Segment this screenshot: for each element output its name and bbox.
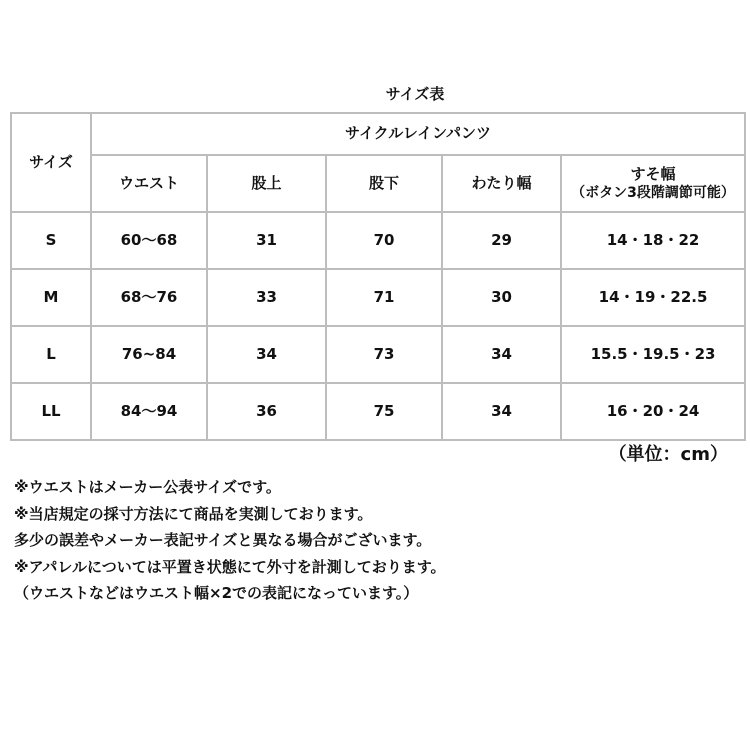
- hem-width-note: （ボタン3段階調節可能）: [571, 185, 735, 202]
- inseam-cell: 73: [326, 326, 442, 383]
- size-cell: L: [11, 326, 91, 383]
- page-title: サイズ表: [385, 85, 445, 103]
- unit-label: （単位：cm）: [608, 444, 728, 465]
- hem-width-cell: 14・18・22: [561, 212, 745, 269]
- waist-cell: 68～76: [91, 269, 207, 326]
- size-table: [10, 112, 746, 441]
- note-line: ※当店規定の採寸方法にて商品を実測しております。: [14, 504, 373, 523]
- rise-cell: 33: [207, 269, 326, 326]
- thigh-width-cell: 29: [442, 212, 561, 269]
- table-row-ll: [11, 383, 745, 440]
- column-header-rise: 股上: [207, 155, 326, 212]
- inseam-cell: 75: [326, 383, 442, 440]
- column-header-waist: ウエスト: [91, 155, 207, 212]
- hem-width-label: すそ幅: [630, 164, 676, 183]
- waist-cell: 84～94: [91, 383, 207, 440]
- note-line: ※ウエストはメーカー公表サイズです。: [14, 478, 281, 496]
- column-header-inseam: 股下: [326, 155, 442, 212]
- thigh-width-cell: 34: [442, 383, 561, 440]
- table-header-row: [11, 113, 745, 155]
- column-header-hem-width: [561, 155, 745, 212]
- table-subheader-row: [11, 155, 745, 212]
- size-cell: M: [11, 269, 91, 326]
- table-row-l: [11, 326, 745, 383]
- hem-width-cell: 14・19・22.5: [561, 269, 745, 326]
- notes-section: [14, 474, 744, 607]
- column-header-thigh-width: わたり幅: [442, 155, 561, 212]
- hem-width-cell: 16・20・24: [561, 383, 745, 440]
- size-header-cell: サイズ: [11, 113, 91, 212]
- table-row-m: [11, 269, 745, 326]
- size-cell: S: [11, 212, 91, 269]
- rise-cell: 31: [207, 212, 326, 269]
- product-name-cell: サイクルレインパンツ: [91, 113, 745, 155]
- note-line: 多少の誤差やメーカー表記サイズと異なる場合がございます。: [14, 531, 432, 549]
- note-line: （ウエストなどはウエスト幅×2での表記になっています。）: [14, 584, 419, 602]
- inseam-cell: 71: [326, 269, 442, 326]
- table-row-s: [11, 212, 745, 269]
- thigh-width-cell: 34: [442, 326, 561, 383]
- waist-cell: 76~84: [91, 326, 207, 383]
- waist-cell: 60～68: [91, 212, 207, 269]
- thigh-width-cell: 30: [442, 269, 561, 326]
- size-cell: LL: [11, 383, 91, 440]
- rise-cell: 36: [207, 383, 326, 440]
- rise-cell: 34: [207, 326, 326, 383]
- hem-width-cell: 15.5・19.5・23: [561, 326, 745, 383]
- inseam-cell: 70: [326, 212, 442, 269]
- note-line: ※アパレルについては平置き状態にて外寸を計測しております。: [14, 557, 446, 576]
